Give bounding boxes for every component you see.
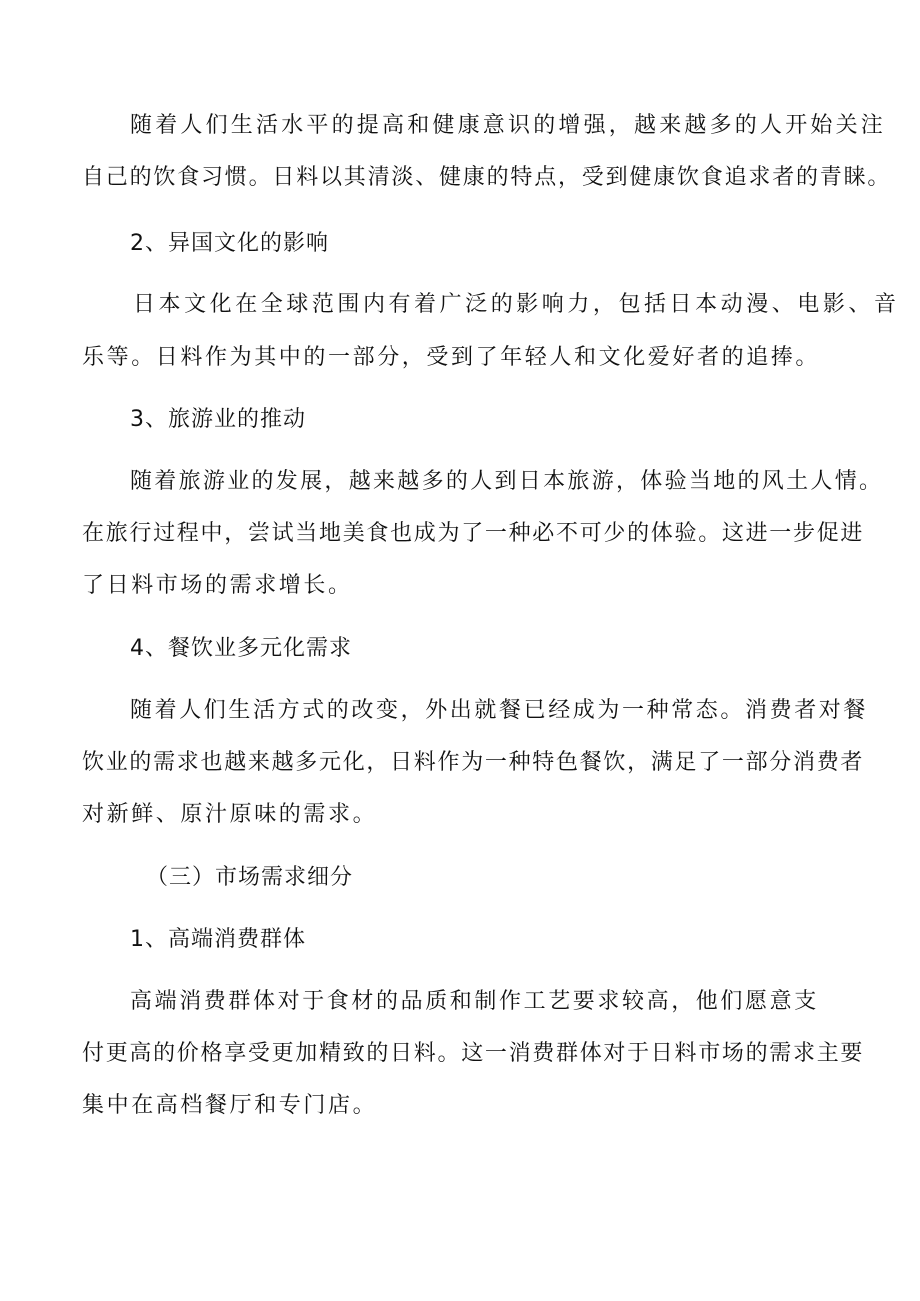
subheading-2: 2、异国文化的影响 <box>130 231 329 256</box>
paragraph-line: 自己的饮食习惯。日料以其清淡、健康的特点，受到健康饮食追求者的青睐。 <box>82 165 892 190</box>
paragraph-line: 日本文化在全球范围内有着广泛的影响力，包括日本动漫、电影、音 <box>133 292 900 317</box>
paragraph-line: 对新鲜、原汁原味的需求。 <box>82 802 378 827</box>
paragraph-line: 随着人们生活方式的改变，外出就餐已经成为一种常态。消费者对餐 <box>130 698 869 723</box>
paragraph-line: 在旅行过程中，尝试当地美食也成为了一种必不可少的体验。这进一步促进 <box>82 521 865 546</box>
paragraph-line: 集中在高档餐厅和专门店。 <box>82 1093 378 1118</box>
paragraph-line: 随着旅游业的发展，越来越多的人到日本旅游，体验当地的风土人情。 <box>130 469 884 494</box>
subheading-4: 4、餐饮业多元化需求 <box>130 636 352 661</box>
section-heading: （三）市场需求细分 <box>146 865 354 890</box>
paragraph-line: 乐等。日料作为其中的一部分，受到了年轻人和文化爱好者的追捧。 <box>82 345 821 370</box>
subheading-1: 1、高端消费群体 <box>130 927 306 952</box>
paragraph-line: 随着人们生活水平的提高和健康意识的增强，越来越多的人开始关注 <box>130 113 887 138</box>
paragraph-line: 高端消费群体对于食材的品质和制作工艺要求较高，他们愿意支 <box>130 989 819 1014</box>
paragraph-line: 饮业的需求也越来越多元化，日料作为一种特色餐饮，满足了一部分消费者 <box>82 750 865 775</box>
paragraph-line: 了日料市场的需求增长。 <box>82 573 353 598</box>
paragraph-line: 付更高的价格享受更加精致的日料。这一消费群体对于日料市场的需求主要 <box>82 1041 865 1066</box>
subheading-3: 3、旅游业的推动 <box>130 407 306 432</box>
